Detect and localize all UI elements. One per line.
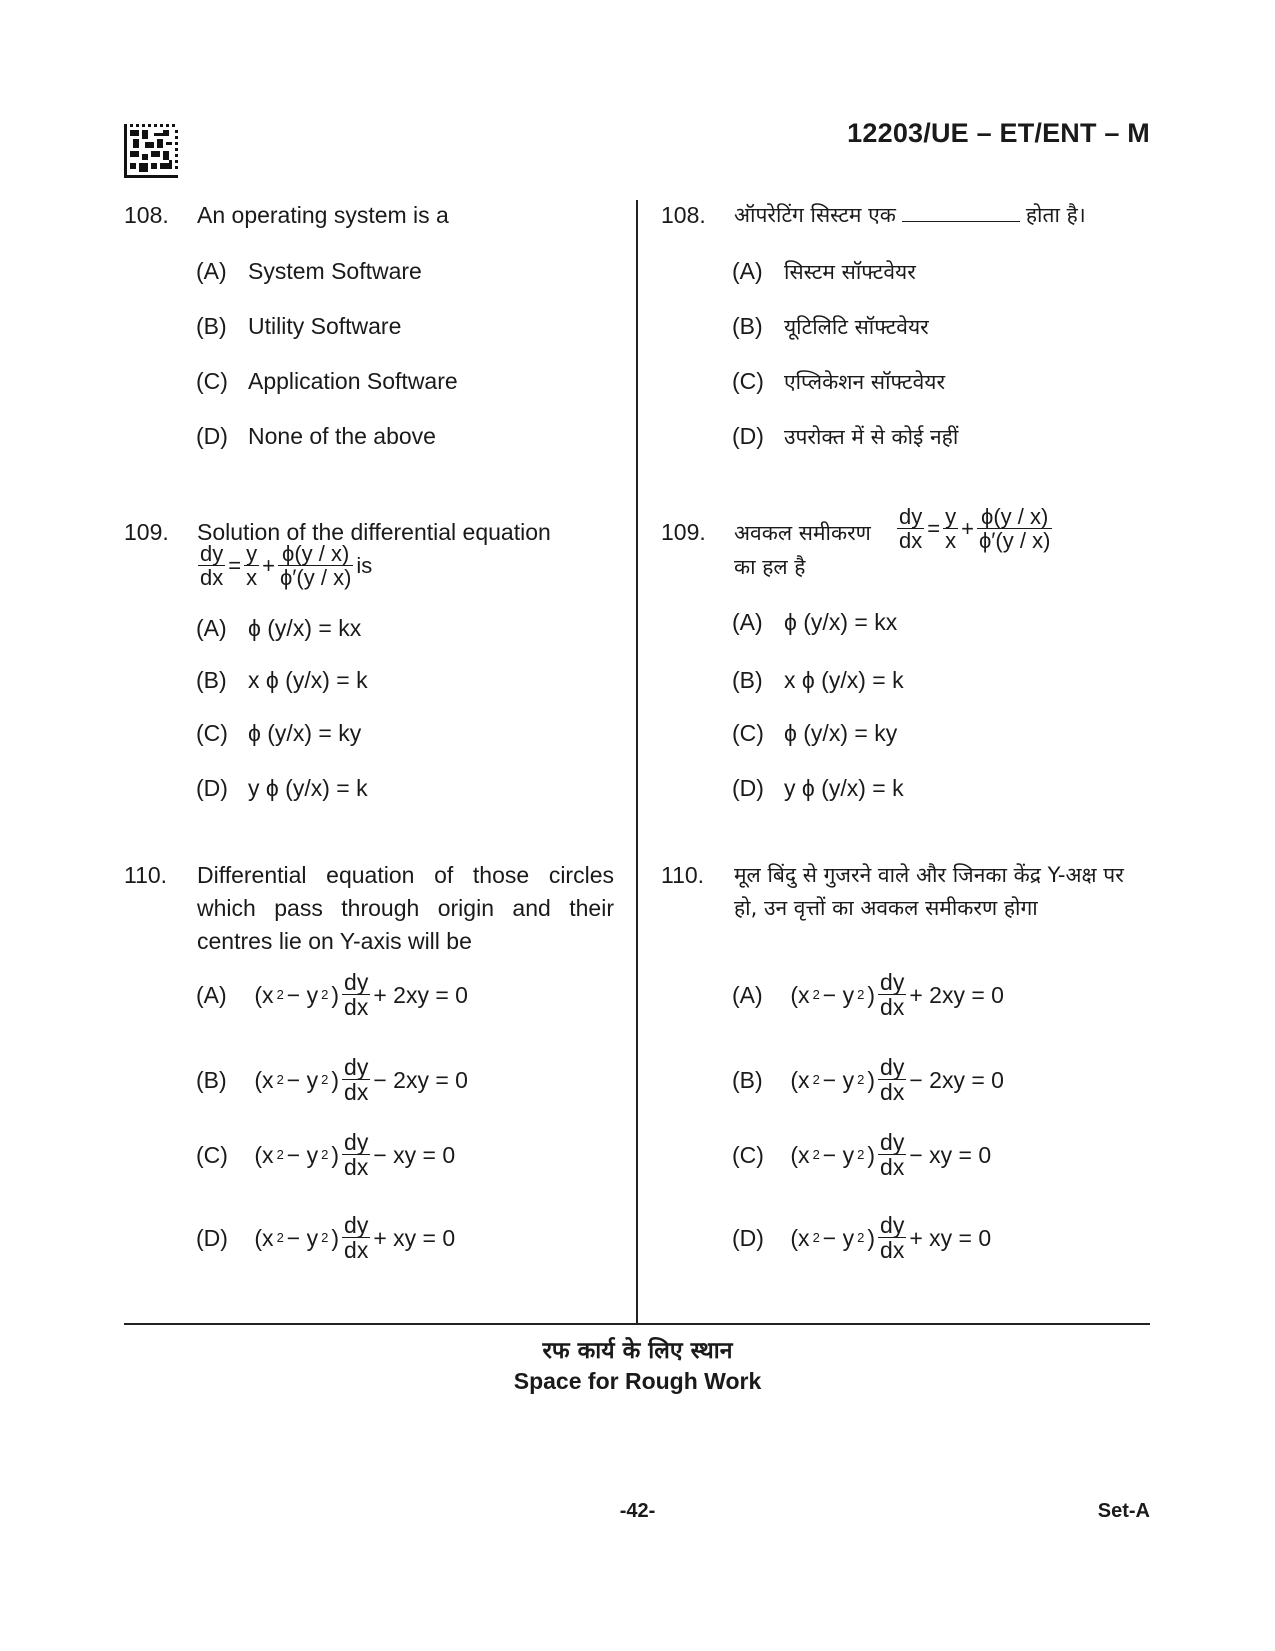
- question-number: 108.: [661, 202, 706, 228]
- question-110-en: [124, 859, 614, 959]
- paper-code: 12203/UE – ET/ENT – M: [847, 118, 1150, 148]
- option-a[interactable]: (A) (x 2 − y 2 ) $\frac{dy}{dx}$ + 2xy = 0: [196, 969, 468, 1021]
- option-equation: (x 2 − y 2 ) $\frac{dy}{dx}$ + 2xy = 0: [254, 969, 468, 1021]
- question-number: 110.: [124, 862, 168, 888]
- qr-code: [124, 124, 178, 178]
- option-b[interactable]: (B) Utility Software: [196, 313, 402, 339]
- question-text: अवकल समीकरण: [734, 521, 871, 545]
- question-text: मूल बिंदु से गुजरने वाले और जिनका केंद्र Y-अक्ष पर हो, उन वृत्तों का अवकल समीकरण होगा: [734, 863, 1124, 920]
- question-text: ऑपरेटिंग सिस्टम एक होता है।: [734, 203, 1086, 227]
- option-a[interactable]: (A) ϕ (y/x) = kx: [732, 609, 898, 635]
- option-c[interactable]: (C) Application Software: [196, 368, 458, 394]
- page-number: -42-: [619, 1500, 656, 1522]
- equation-109-hi: $\frac{dy}{dx}$ = $\frac{y}{x}$ + $\frac{\phi(y / x)}{\phi'(y / x)}$: [899, 504, 1051, 554]
- question-text: Differential equation of those circles which pass through origin and their centres lie on Y-axis will be: [197, 862, 614, 954]
- option-equation: (x 2 − y 2 ) $\frac{dy}{dx}$ − 2xy = 0: [790, 1054, 1004, 1106]
- option-b[interactable]: (B) x ϕ (y/x) = k: [732, 667, 904, 693]
- option-b[interactable]: (B) यूटिलिटि सॉफ्टवेयर: [732, 313, 929, 339]
- option-c[interactable]: (C) ϕ (y/x) = ky: [196, 720, 362, 746]
- option-d[interactable]: (D) (x 2 − y 2 ) $\frac{dy}{dx}$ + xy = 0: [196, 1212, 456, 1264]
- column-divider: [636, 200, 638, 1325]
- question-number: 109.: [661, 519, 706, 545]
- option-c[interactable]: (C) ϕ (y/x) = ky: [732, 720, 898, 746]
- question-109-hi: [661, 516, 741, 549]
- option-d[interactable]: (D) उपरोक्त में से कोई नहीं: [732, 423, 959, 449]
- fraction-dy-dx: $\frac{dy}{dx}$: [200, 541, 224, 591]
- option-c[interactable]: (C) (x 2 − y 2 ) $\frac{dy}{dx}$ − xy = 0: [732, 1129, 992, 1181]
- option-c[interactable]: (C) एप्लिकेशन सॉफ्टवेयर: [732, 368, 946, 394]
- question-text: An operating system is a: [197, 202, 449, 228]
- option-d[interactable]: (D) (x 2 − y 2 ) $\frac{dy}{dx}$ + xy = 0: [732, 1212, 992, 1264]
- option-c[interactable]: (C) (x 2 − y 2 ) $\frac{dy}{dx}$ − xy = 0: [196, 1129, 456, 1181]
- rough-work-divider: [124, 1323, 1150, 1325]
- question-number: 108.: [124, 202, 169, 228]
- question-text: Solution of the differential equation: [197, 519, 551, 545]
- question-number: 110.: [661, 862, 705, 888]
- option-equation: (x 2 − y 2 ) $\frac{dy}{dx}$ − xy = 0: [790, 1129, 992, 1181]
- set-label: Set-A: [1097, 1500, 1150, 1522]
- option-d[interactable]: (D) None of the above: [196, 423, 436, 449]
- option-a[interactable]: (A) System Software: [196, 258, 422, 284]
- question-suffix: is: [356, 552, 373, 578]
- question-110-hi: [661, 859, 1151, 929]
- equation-109-en: $\frac{dy}{dx}$ = $\frac{y}{x}$ + $\frac{\phi(y / x)}{\phi'(y / x)}$ is: [200, 541, 373, 591]
- rough-work-label-hindi: रफ कार्य के लिए स्थान: [542, 1338, 733, 1364]
- option-a[interactable]: (A) (x 2 − y 2 ) $\frac{dy}{dx}$ + 2xy = 0: [732, 969, 1004, 1021]
- option-a[interactable]: (A) सिस्टम सॉफ्टवेयर: [732, 258, 916, 284]
- option-d[interactable]: (D) y ϕ (y/x) = k: [196, 775, 368, 801]
- option-b[interactable]: (B) x ϕ (y/x) = k: [196, 667, 368, 693]
- question-text-line2: का हल है: [734, 555, 806, 579]
- fraction-phi: $\frac{\phi(y / x)}{\phi'(y / x)}$: [279, 541, 352, 591]
- option-equation: (x 2 − y 2 ) $\frac{dy}{dx}$ + 2xy = 0: [790, 969, 1004, 1021]
- question-108-en: [124, 199, 614, 229]
- option-equation: (x 2 − y 2 ) $\frac{dy}{dx}$ + xy = 0: [254, 1212, 456, 1264]
- question-number: 109.: [124, 519, 169, 545]
- option-equation: (x 2 − y 2 ) $\frac{dy}{dx}$ + xy = 0: [790, 1212, 992, 1264]
- fraction-y-x: $\frac{y}{x}$: [246, 541, 258, 591]
- option-d[interactable]: (D) y ϕ (y/x) = k: [732, 775, 904, 801]
- option-equation: (x 2 − y 2 ) $\frac{dy}{dx}$ − 2xy = 0: [254, 1054, 468, 1106]
- rough-work-label: Space for Rough Work: [513, 1368, 762, 1394]
- option-b[interactable]: (B) (x 2 − y 2 ) $\frac{dy}{dx}$ − 2xy = 0: [196, 1054, 468, 1106]
- option-b[interactable]: (B) (x 2 − y 2 ) $\frac{dy}{dx}$ − 2xy = 0: [732, 1054, 1004, 1106]
- option-a[interactable]: (A) ϕ (y/x) = kx: [196, 615, 362, 641]
- option-equation: (x 2 − y 2 ) $\frac{dy}{dx}$ − xy = 0: [254, 1129, 456, 1181]
- question-108-hi: [661, 199, 1151, 232]
- answer-blank: [902, 201, 1020, 222]
